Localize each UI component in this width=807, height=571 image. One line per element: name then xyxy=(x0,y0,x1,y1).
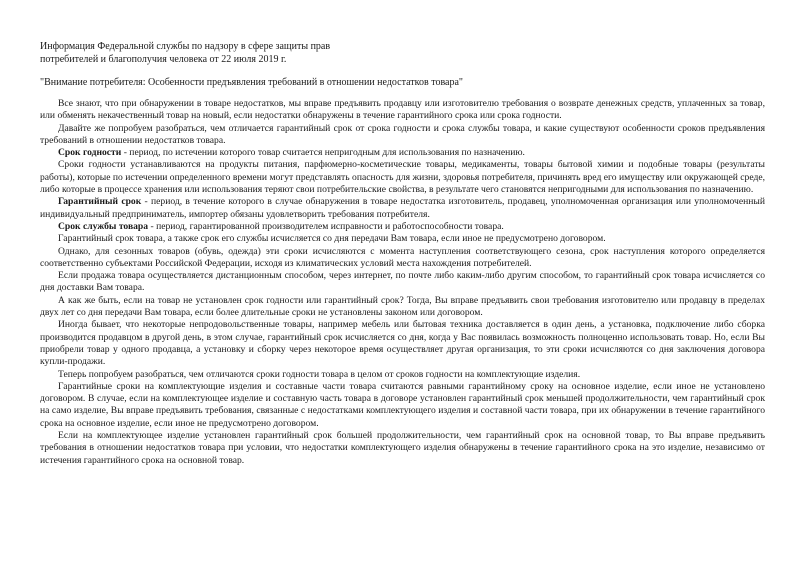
paragraph-text: А как же быть, если на товар не установлен срок годности или гарантийный срок? Тогда, Вы вправе предъявить свои требования изготовителю или продавцу в пределах двух лет со дня передачи Вам товара, если более длительные сроки не установлены законом или договором. xyxy=(40,294,765,319)
paragraph-10 xyxy=(40,295,765,320)
term-service-life: Срок службы товара xyxy=(58,220,149,232)
paragraph-9 xyxy=(40,270,765,295)
paragraph-4 xyxy=(40,159,765,196)
header-line-1: Информация Федеральной службы по надзору в сфере защиты прав xyxy=(40,41,331,52)
paragraph-8 xyxy=(40,246,765,271)
paragraph-shelf-life-definition xyxy=(40,147,765,159)
paragraph-text: Иногда бывает, что некоторые непродовольственные товары, например мебель или бытовая техника доставляется в один день, а установка, подключение либо сборка производится продавцом в другой день, в этом случае, гарантийный срок исчисляется со дня, когда у Вас появилась возможность полноценно использовать товар. Но, если Вы приобрели товар у одного продавца, а установку и сборку через некоторое время осуществляет другая организация, то эти сроки исчисляются со дня заключения договора купли-продажи. xyxy=(40,319,765,368)
document-body xyxy=(40,98,765,467)
paragraph-14 xyxy=(40,430,765,467)
paragraph-2 xyxy=(40,123,765,148)
paragraph-service-life-definition xyxy=(40,221,765,233)
paragraph-text: Гарантийный срок товара, а также срок его службы исчисляется со дня передачи Вам товара, если иное не предусмотрено договором. xyxy=(58,233,606,245)
paragraph-text: Гарантийные сроки на комплектующие изделия и составные части товара считаются равными гарантийному сроку на основное изделие, если иное не установлено договором. В случае, если на комплектующее изделие и составную часть товара в договоре установлен гарантийный срок меньшей продолжительности, чем гарантийный срок на само изделие, Вы вправе предъявить требования, связанные с недостатками комплектующего изделия и составной части товара, при их обнаружении в течение гарантийного срока на основное изделие, если иное не предусмотрено договором. xyxy=(40,380,765,429)
paragraph-text: Если продажа товара осуществляется дистанционным способом, через интернет, по почте либо каким-либо другим способом, то гарантийный срок товара исчисляется со дня доставки Вам товара. xyxy=(40,270,765,294)
paragraph-text: Сроки годности устанавливаются на продукты питания, парфюмерно-косметические товары, медикаменты, товары бытовой химии и подобные товары (результаты работы), которые по истечении определенного времени могут представлять опасность для жизни, здоровья потребителя, причинять вред его имуществу или окружающей среде, либо которые в процессе хранения или использования теряют свои потребительские свойства, в результате чего становятся непригодными для использования по назначению. xyxy=(40,159,765,196)
paragraph-1 xyxy=(40,98,765,123)
document-header xyxy=(40,40,765,66)
paragraph-text: Давайте же попробуем разобраться, чем отличается гарантийный срок от срока годности и срока службы товара, и какие существуют особенности сроков предъявления требований в отношении недостатков товара. xyxy=(40,122,765,146)
paragraph-12 xyxy=(40,369,765,381)
document-page xyxy=(40,40,765,467)
paragraph-warranty-definition xyxy=(40,196,765,221)
paragraph-text: Теперь попробуем разобраться, чем отличаются сроки годности товара в целом от сроков годности на комплектующие изделия. xyxy=(58,368,581,380)
paragraph-13 xyxy=(40,381,765,430)
paragraph-text: Если на комплектующее изделие установлен гарантийный срок большей продолжительности, чем гарантийный срок на основной товар, то Вы вправе предъявить требования в отношении недостатков товара при условии, что недостатки комплектующего изделия обнаружены в течение гарантийного срока на это изделие, независимо от истечения гарантийного срока на основной товар. xyxy=(40,430,765,466)
paragraph-text: Все знают, что при обнаружении в товаре недостатков, мы вправе предъявить продавцу или изготовителю требования о возврате денежных средств, уплаченных за товар, или обменять некачественный товар на новый, если недостатки обнаружены в течение гарантийного срока или срока годности. xyxy=(40,98,765,122)
term-warranty-period: Гарантийный срок xyxy=(58,196,142,208)
paragraph-11 xyxy=(40,319,765,368)
paragraph-7 xyxy=(40,233,765,245)
paragraph-text: Однако, для сезонных товаров (обувь, одежда) эти сроки исчисляются с момента наступления соответствующего сезона, срок наступления которого определяется соответственно субъектами Российской Федерации, исходя из климатических условий места нахождения потребителей. xyxy=(40,245,765,269)
paragraph-text: - период, гарантированной производителем исправности и работоспособности товара. xyxy=(148,220,504,232)
header-line-2: потребителей и благополучия человека от 22 июля 2019 г. xyxy=(40,54,287,65)
paragraph-text: - период, в течение которого в случае обнаружения в товаре недостатка изготовитель, продавец, уполномоченная организация или уполномоченный индивидуальный предприниматель, импортер обязаны удовлетворить требования потребителя. xyxy=(40,196,765,220)
term-shelf-life: Срок годности xyxy=(58,147,122,159)
paragraph-text: - период, по истечении которого товар считается непригодным для использования по назначению. xyxy=(121,147,525,159)
document-title: "Внимание потребителя: Особенности предъявления требований в отношении недостатков товара" xyxy=(40,77,464,88)
